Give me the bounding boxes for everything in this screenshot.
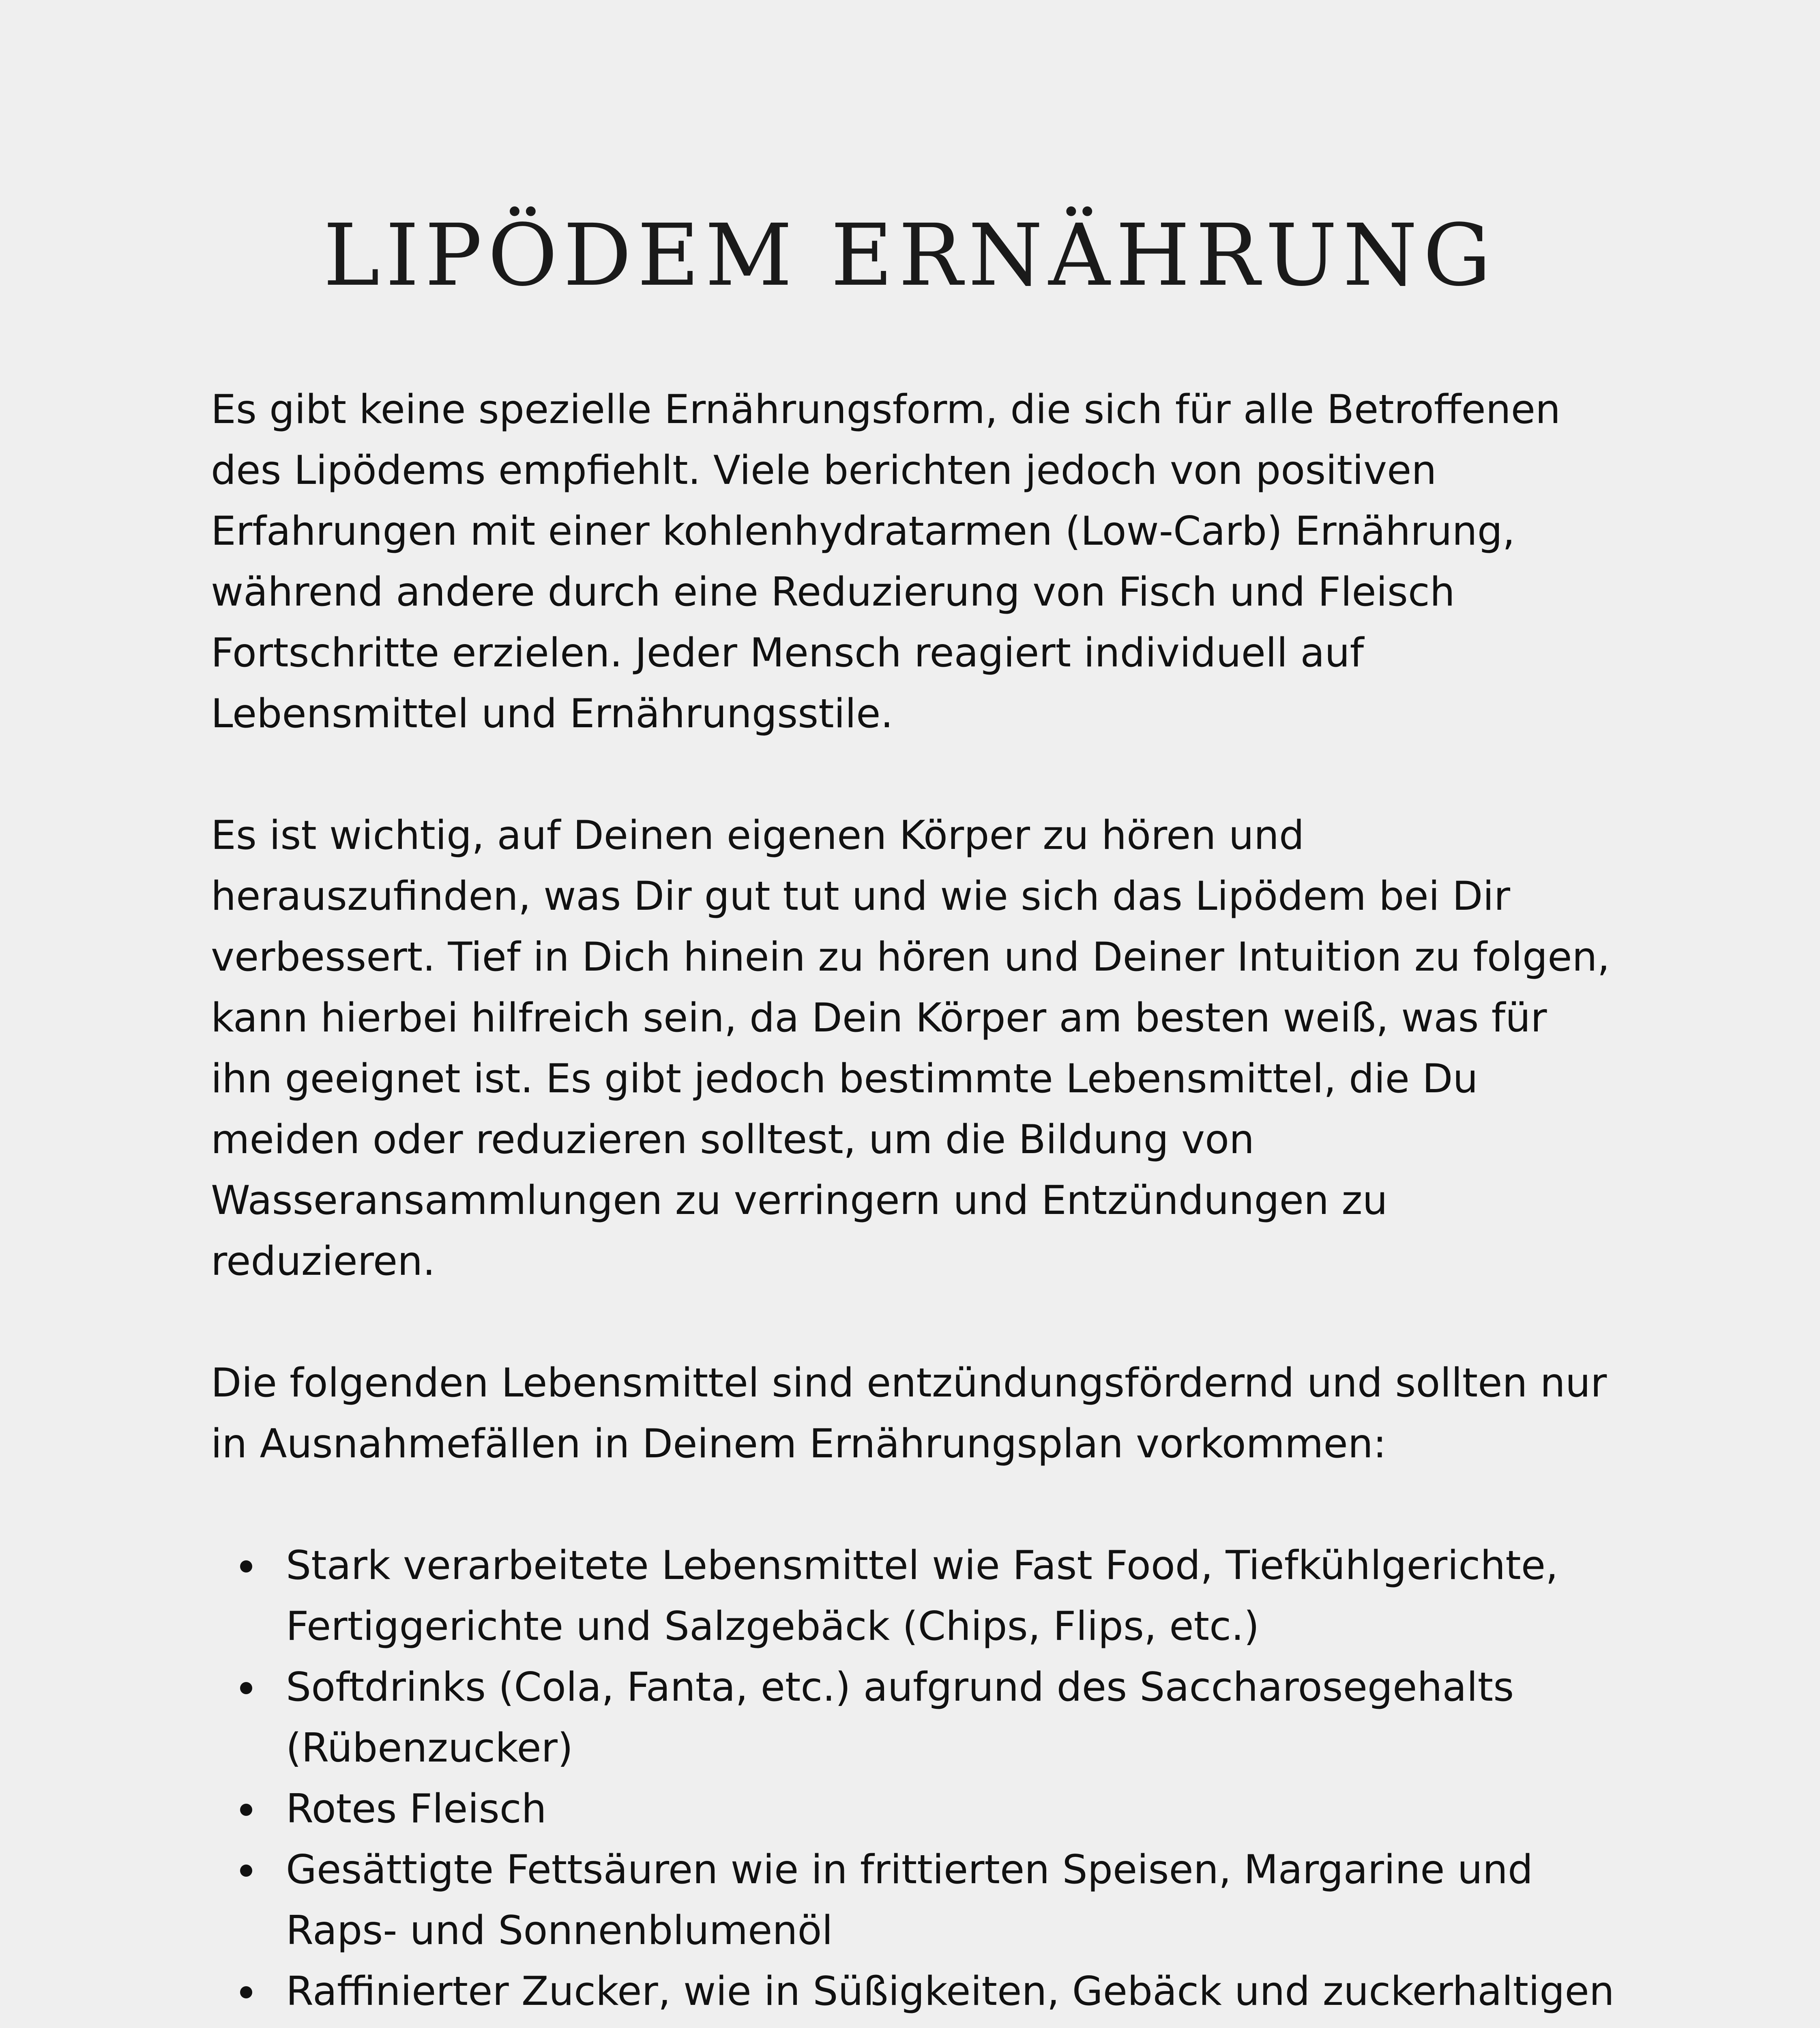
list-item-text: Raffinierter Zucker, wie in Süßigkeiten, Gebäck und zuckerhaltigen [286, 1968, 1614, 2015]
paragraph-listen-to-body: Es ist wichtig, auf Deinen eigenen Körper zu hören und herauszufinden, was Dir gut tut und wie sich das Lipödem bei Dir verbessert. Tief in Dich hinein zu hören und Deiner Intuition zu folgen, kann hierbei hilfreich sein, da Dein Körper am besten weiß, was für ihn geeignet ist. Es gibt jedoch bestimmte Lebensmittel, die Du meiden oder reduzieren solltest, um die Bildung von Wasseransammlungen zu verringern und Entzündungen zu reduzieren. [211, 812, 1610, 1285]
list-item [211, 1839, 1618, 1961]
list-item-text: Stark verarbeitete Lebensmittel wie Fast Food, Tiefkühlgerichte, Fertiggerichte und Salzgebäck (Chips, Flips, etc.) [286, 1542, 1558, 1650]
list-item [211, 1961, 1618, 2028]
food-list [211, 1535, 1618, 2028]
bullet-icon [240, 1804, 252, 1816]
bullet-icon [240, 1560, 252, 1573]
list-item [211, 1535, 1618, 1657]
bullet-icon [240, 1682, 252, 1694]
list-item [211, 1779, 1618, 1839]
list-item [211, 1657, 1618, 1779]
bullet-icon [240, 1865, 252, 1877]
list-item-text: Rotes Fleisch [286, 1786, 547, 1832]
list-item-text: Softdrinks (Cola, Fanta, etc.) aufgrund des Saccharosegehalts (Rübenzucker) [286, 1664, 1514, 1771]
body-content [211, 379, 1618, 2028]
page-title: LIPÖDEM ERNÄHRUNG [323, 206, 1497, 305]
list-item-text: Gesättigte Fettsäuren wie in frittierten Speisen, Margarine und Raps- und Sonnenblumenöl [286, 1847, 1533, 1954]
paragraph-intro: Es gibt keine spezielle Ernährungsform, die sich für alle Betroffenen des Lipödems empfiehlt. Viele berichten jedoch von positiven Erfahrungen mit einer kohlenhydratarmen (Low-Carb) Ernährung, während andere durch eine Reduzierung von Fisch und Fleisch Fortschritte erzielen. Jeder Mensch reagiert individuell auf Lebensmittel und Ernährungsstile. [211, 387, 1561, 737]
bullet-icon [240, 1986, 252, 1998]
paragraph-list-intro: Die folgenden Lebensmittel sind entzündungsfördernd und sollten nur in Ausnahmefällen in Deinem Ernährungsplan vorkommen: [211, 1360, 1607, 1467]
